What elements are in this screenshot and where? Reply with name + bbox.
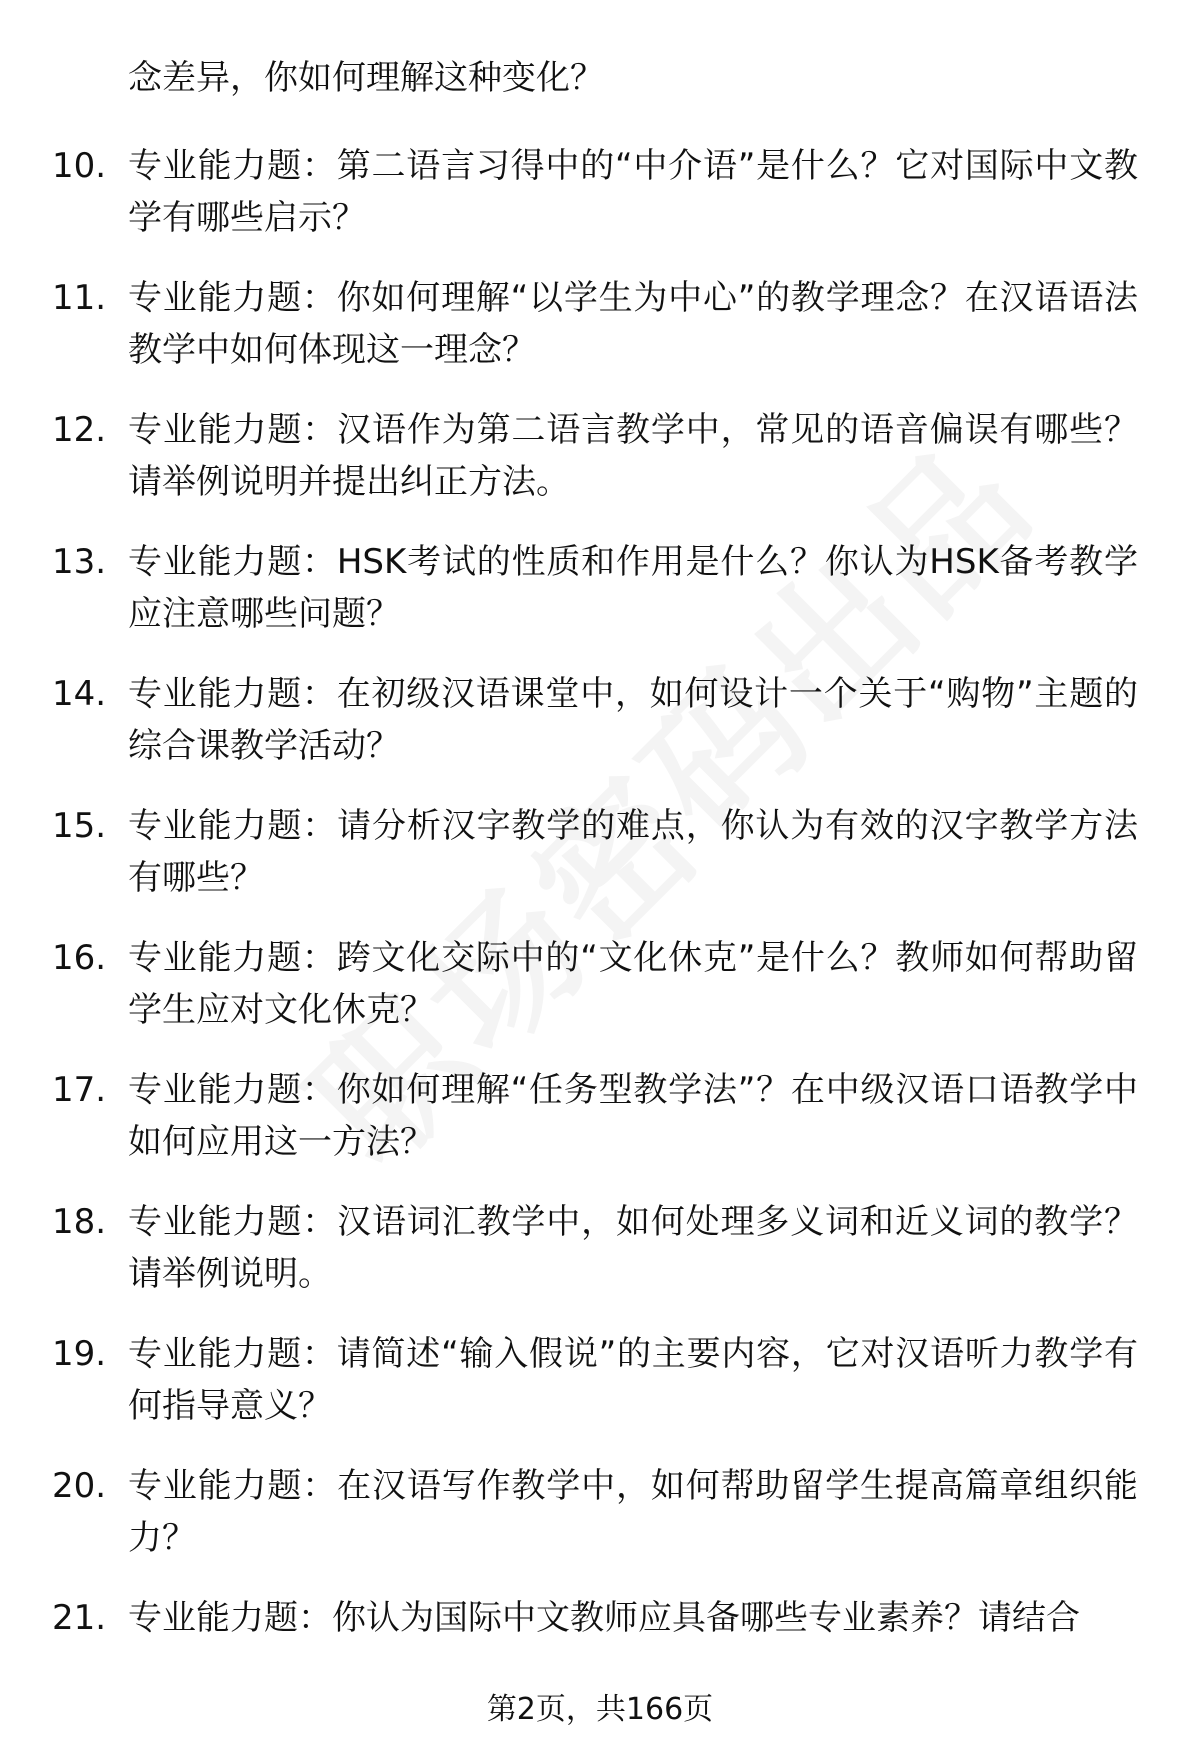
question-text: 专业能力题：第二语言习得中的“中介语”是什么？它对国际中文教学有哪些启示？ [128,146,1138,238]
question-number: 10. [52,146,107,186]
page-footer: 第2页，共166页 [486,1692,714,1727]
question-item [0,272,1200,404]
question-number: 15. [52,806,107,846]
question-number: 16. [52,938,107,978]
question-item [0,1328,1200,1460]
question-number: 17. [52,1070,107,1110]
question-number: 11. [52,278,107,318]
question-text: 专业能力题：在汉语写作教学中，如何帮助留学生提高篇章组织能力？ [128,1466,1138,1558]
question-number: 20. [52,1466,107,1506]
question-text: 专业能力题：你认为国际中文教师应具备哪些专业素养？请结合 [128,1598,1080,1638]
question-number: 21. [52,1598,107,1638]
question-number: 18. [52,1202,107,1242]
question-text: 专业能力题：请简述“输入假说”的主要内容，它对汉语听力教学有何指导意义？ [128,1334,1138,1426]
question-number: 13. [52,542,107,582]
question-number: 14. [52,674,107,714]
question-list [0,140,1200,1724]
question-item [0,536,1200,668]
question-item [0,1064,1200,1196]
question-item [0,1196,1200,1328]
question-text: 专业能力题：HSK考试的性质和作用是什么？你认为HSK备考教学应注意哪些问题？ [128,542,1138,634]
question-text: 专业能力题：在初级汉语课堂中，如何设计一个关于“购物”主题的综合课教学活动？ [128,674,1138,766]
question-text: 专业能力题：请分析汉字教学的难点，你认为有效的汉字教学方法有哪些？ [128,806,1138,898]
question-number: 19. [52,1334,107,1374]
continued-question-text: 念差异，你如何理解这种变化？ [128,58,604,98]
question-item [0,800,1200,932]
question-text: 专业能力题：跨文化交际中的“文化休克”是什么？教师如何帮助留学生应对文化休克？ [128,938,1138,1030]
question-text: 专业能力题：汉语作为第二语言教学中，常见的语音偏误有哪些？请举例说明并提出纠正方法。 [128,410,1138,502]
question-text: 专业能力题：汉语词汇教学中，如何处理多义词和近义词的教学？请举例说明。 [128,1202,1138,1294]
question-item [0,140,1200,272]
question-text: 专业能力题：你如何理解“任务型教学法”？在中级汉语口语教学中如何应用这一方法？ [128,1070,1138,1162]
question-item [0,668,1200,800]
question-item [0,404,1200,536]
question-item [0,932,1200,1064]
question-text: 专业能力题：你如何理解“以学生为中心”的教学理念？在汉语语法教学中如何体现这一理念？ [128,278,1138,370]
question-item [0,1460,1200,1592]
question-number: 12. [52,410,107,450]
